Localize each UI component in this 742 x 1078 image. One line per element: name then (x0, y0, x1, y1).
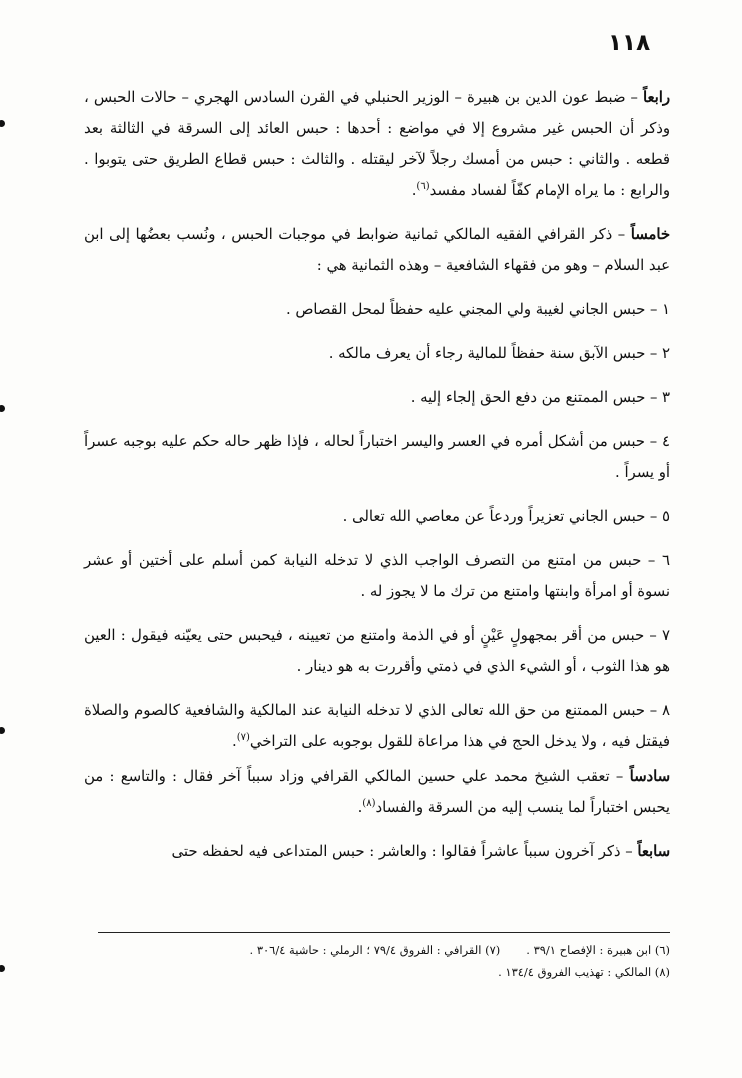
list-item-3 (84, 382, 670, 413)
list-item-2 (84, 338, 670, 369)
list-item-6 (84, 545, 670, 607)
footnote-ref: (٨) (362, 798, 376, 810)
list-item-4 (84, 426, 670, 488)
footnote-ref: (٧) (236, 732, 250, 744)
list-item-text: ٣ – حبس الممتنع من دفع الحق إلجاء إليه . (410, 389, 670, 406)
footnote-divider (98, 932, 670, 933)
list-item-text: ٦ – حبس من امتنع من التصرف الواجب الذي لا تدخله النيابة كمن أسلم على أختين أو عشر نسوة أو امرأة وابنتها وامتنع من ترك ما لا يجوز له . (84, 552, 670, 600)
footnote-row (98, 961, 670, 983)
footnote-gap (500, 939, 526, 961)
paragraph-end: . (357, 799, 363, 816)
paragraph-text: – ضبط عون الدين بن هبيرة – الوزير الحنبلي في القرن السادس الهجري – حالات الحبس ، وذكر أن الحبس غير مشروع إلا في مواضع : أحدها : حبس العائد إلى السرقة في الثالثة بعد قطعه . والثاني : حبس من أمسك رجلاً لآخر ليقتله . والثالث : حبس قطاع الطريق حتى يتوبوا . والرابع : ما يراه الإمام كفّاً لفساد مفسد (84, 89, 670, 199)
list-item-7 (84, 620, 670, 682)
body-text (84, 82, 670, 880)
paragraph-lead: سادساً (629, 768, 670, 785)
paragraph-lead: رابعاً (642, 89, 670, 106)
paragraph-sadisan (84, 761, 670, 823)
list-item-text: ٢ – حبس الآبق سنة حفظاً للمالية رجاء أن يعرف مالكه . (328, 345, 670, 362)
paragraph-end: . (231, 733, 237, 750)
list-item-text: ٨ – حبس الممتنع من حق الله تعالى الذي لا تدخله النيابة عند المالكية والشافعية كالصوم والصلاة فيقتل فيه ، ولا يدخل الحج في هذا مراعاة للقول بوجوبه على التراخي (84, 702, 670, 750)
scan-mark (0, 405, 5, 412)
list-item-text: ٥ – حبس الجاني تعزيراً وردعاً عن معاصي الله تعالى . (342, 508, 670, 525)
footnote-ref: (٦) (416, 181, 430, 193)
list-item-8 (84, 695, 670, 757)
list-item-text: ٤ – حبس من أشكل أمره في العسر واليسر اختباراً لحاله ، فإذا ظهر حاله حكم عليه بوجبه عسراً أو يسراً . (84, 433, 670, 481)
scan-mark (0, 120, 5, 127)
paragraph-end: . (411, 182, 417, 199)
scan-mark (0, 965, 5, 972)
footnote-8: (٨) المالكي : تهذيب الفروق ١٣٤/٤ . (498, 965, 670, 979)
list-item-1 (84, 294, 670, 325)
scan-mark (0, 727, 5, 734)
paragraph-text: – ذكر آخرون سبباً عاشراً فقالوا : والعاشر : حبس المتداعى فيه لحفظه حتى (171, 843, 638, 860)
footnotes (98, 939, 670, 983)
paragraph-sabian (84, 836, 670, 867)
paragraph-khamisan (84, 219, 670, 281)
footnote-6: (٦) ابن هبيرة : الإفصاح ٣٩/١ . (526, 943, 670, 957)
paragraph-lead: سابعاً (637, 843, 670, 860)
footnote-7: (٧) القرافي : الفروق ٧٩/٤ ؛ الرملي : حاشية ٣٠٦/٤ . (249, 943, 501, 957)
paragraph-text: – ذكر القرافي الفقيه المالكي ثمانية ضوابط في موجبات الحبس ، ونُسب بعضُها إلى ابن عبد السلام – وهو من فقهاء الشافعية – وهذه الثمانية هي : (84, 226, 670, 274)
list-item-text: ١ – حبس الجاني لغيبة ولي المجني عليه حفظاً لمحل القصاص . (286, 301, 670, 318)
paragraph-lead: خامساً (630, 226, 670, 243)
list-item-5 (84, 501, 670, 532)
page-number: ١١٨ (608, 30, 651, 56)
paragraph-text: – تعقب الشيخ محمد علي حسين المالكي القرافي وزاد سبباً آخر فقال : والتاسع : من يحبس اختباراً لما ينسب إليه من السرقة والفساد (84, 768, 670, 816)
footnote-row (98, 939, 670, 961)
paragraph-rabian (84, 82, 670, 206)
list-item-text: ٧ – حبس من أقر بمجهولٍ عَيْنٍ أو في الذمة وامتنع من تعيينه ، فيحبس حتى يعيّنه فيقول : العين هو هذا الثوب ، أو الشيء الذي في ذمتي وأقررت به هو دينار . (84, 627, 670, 675)
